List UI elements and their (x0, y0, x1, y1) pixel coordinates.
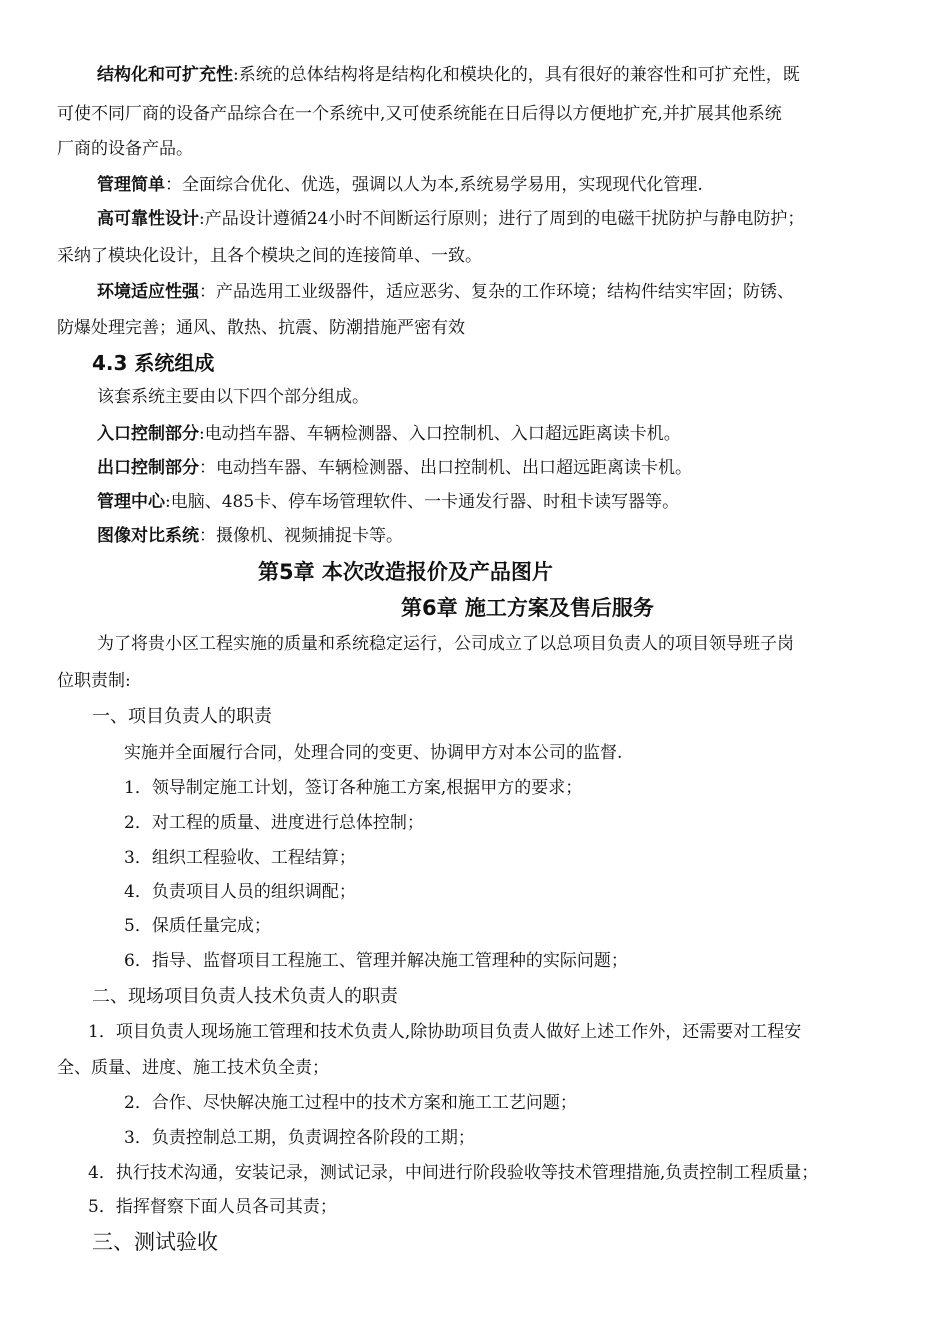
system-part: 图像对比系统：摄像机、视频捕捉卡等。 (97, 526, 403, 546)
feature-line: 可使不同厂商的设备产品综合在一个系统中,又可使系统能在日后得以方便地扩充,并扩展其他系统 (57, 104, 782, 124)
feature-term: 高可靠性设计 (97, 209, 199, 229)
feature-line: 管理简单：全面综合优化、优选，强调以人为本,系统易学易用，实现现代化管理. (97, 175, 703, 195)
feature-term: 环境适应性强 (97, 282, 199, 302)
part-term: 入口控制部分 (97, 424, 199, 444)
subsection-heading: 三、测试验收 (92, 1230, 218, 1254)
feature-line: 采纳了模块化设计，且各个模块之间的连接简单、一致。 (57, 246, 482, 266)
feature-line: 高可靠性设计:产品设计遵循24小时不间断运行原则；进行了周到的电磁干扰防护与静电防护； (97, 209, 805, 229)
list-item: 5．保质任量完成； (124, 916, 271, 936)
system-part: 出口控制部分：电动挡车器、车辆检测器、出口控制机、出口超远距离读卡机。 (97, 458, 692, 478)
system-part: 入口控制部分:电动挡车器、车辆检测器、入口控制机、入口超远距离读卡机。 (97, 424, 681, 444)
list-item: 5．指挥督察下面人员各司其责； (88, 1197, 337, 1217)
subsection-heading: 二、现场项目负责人技术负责人的职责 (92, 986, 398, 1007)
part-term: 管理中心 (97, 492, 165, 512)
feature-line: 环境适应性强：产品选用工业级器件，适应恶劣、复杂的工作环境；结构件结实牢固；防锈、 (97, 282, 794, 302)
list-item: 6．指导、监督项目工程施工、管理并解决施工管理种的实际问题； (124, 951, 628, 971)
feature-term: 管理简单 (97, 175, 165, 195)
section-heading: 4.3 系统组成 (92, 351, 215, 375)
feature-line: 防爆处理完善；通风、散热、抗震、防潮措施严密有效 (57, 318, 465, 338)
subsection-heading: 一、项目负责人的职责 (92, 706, 272, 727)
part-term: 出口控制部分 (97, 458, 199, 478)
feature-line: 厂商的设备产品。 (57, 139, 193, 159)
list-item: 2．对工程的质量、进度进行总体控制； (124, 813, 424, 833)
paragraph: 实施并全面履行合同，处理合同的变更、协调甲方对本公司的监督. (124, 743, 623, 763)
part-term: 图像对比系统 (97, 526, 199, 546)
paragraph: 该套系统主要由以下四个部分组成。 (97, 387, 369, 407)
system-part: 管理中心:电脑、485卡、停车场管理软件、一卡通发行器、时租卡读写器等。 (97, 492, 680, 512)
paragraph: 为了将贵小区工程实施的质量和系统稳定运行，公司成立了以总项目负责人的项目领导班子岗 (97, 634, 794, 654)
list-item: 3．组织工程验收、工程结算； (124, 848, 356, 868)
list-item: 1．项目负责人现场施工管理和技术负责人,除协助项目负责人做好上述工作外，还需要对工程安 (88, 1022, 802, 1042)
list-item: 4．执行技术沟通，安装记录，测试记录，中间进行阶段验收等技术管理措施,负责控制工程质量； (88, 1163, 819, 1183)
chapter-heading: 第6章 施工方案及售后服务 (401, 596, 654, 620)
list-item: 全、质量、进度、施工技术负全责； (57, 1058, 329, 1078)
list-item: 4．负责项目人员的组织调配； (124, 882, 356, 902)
feature-line: 结构化和可扩充性:系统的总体结构将是结构化和模块化的，具有很好的兼容性和可扩充性，既 (97, 65, 800, 85)
paragraph: 位职责制: (57, 671, 131, 691)
list-item: 3．负责控制总工期，负责调控各阶段的工期； (124, 1128, 475, 1148)
list-item: 2．合作、尽快解决施工过程中的技术方案和施工工艺问题； (124, 1093, 577, 1113)
feature-term: 结构化和可扩充性 (97, 65, 233, 85)
chapter-heading: 第5章 本次改造报价及产品图片 (258, 560, 553, 584)
list-item: 1．领导制定施工计划，签订各种施工方案,根据甲方的要求； (124, 778, 583, 798)
